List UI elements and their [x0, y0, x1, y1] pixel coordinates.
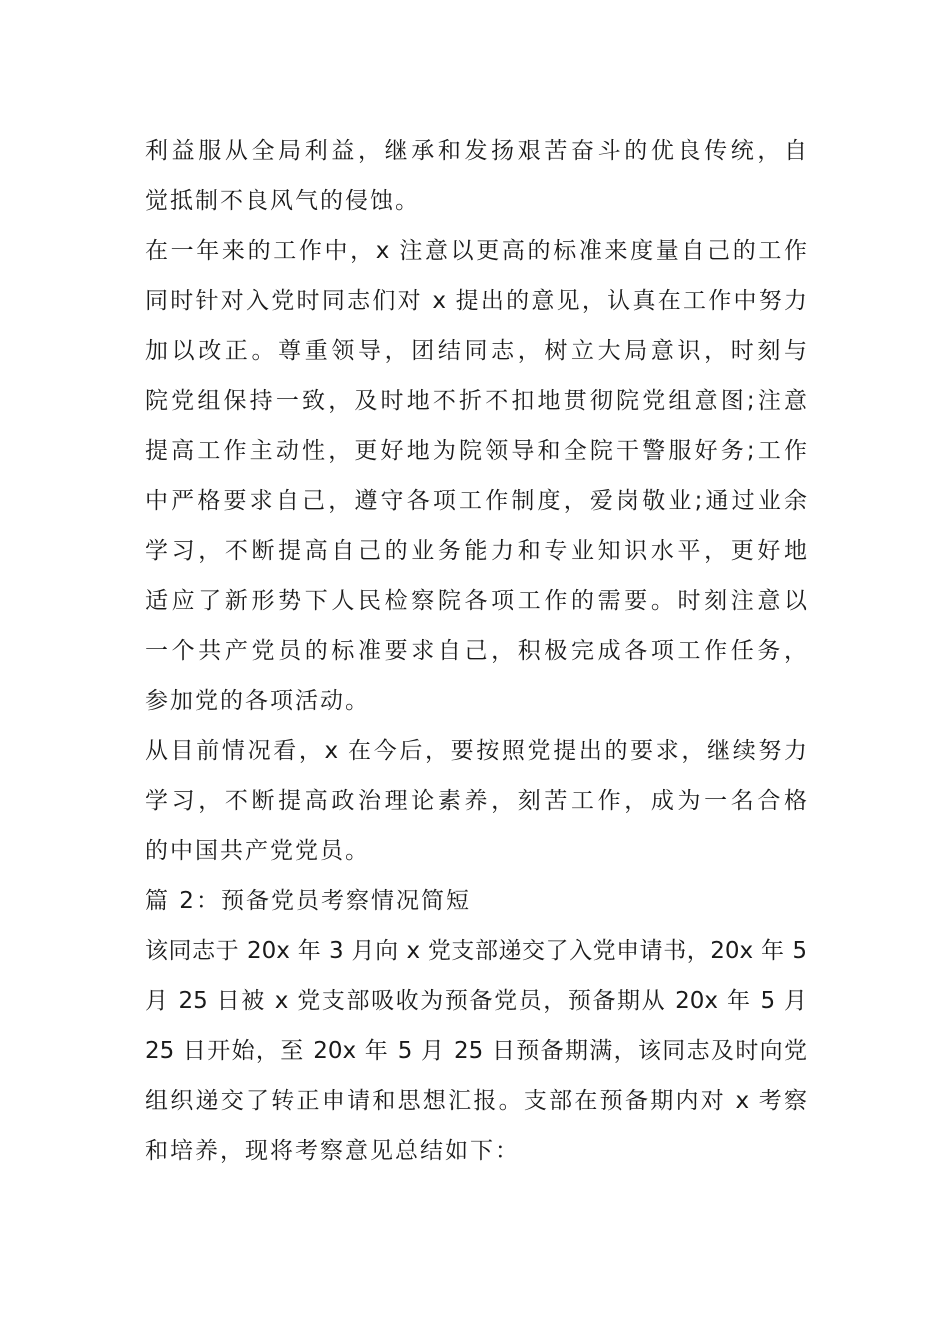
- paragraph: [145, 926, 807, 1176]
- paragraph: [145, 126, 807, 226]
- paragraph: [145, 726, 807, 876]
- paragraph: [145, 876, 807, 926]
- text-line: 觉抵制不良风气的侵蚀。: [145, 188, 420, 214]
- document-body: [145, 126, 807, 1176]
- text-line: 利益服从全局利益，继承和发扬艰苦奋斗的优良传统，自: [145, 138, 807, 164]
- text-line: 的中国共产党党员。: [145, 838, 370, 864]
- text-line: 参加党的各项活动。: [145, 688, 370, 714]
- text-line: 提高工作主动性，更好地为院领导和全院干警服好务;工作: [145, 438, 807, 464]
- text-line: 和培养，现将考察意见总结如下：: [145, 1138, 520, 1164]
- text-line: 该同志于 20x 年 3 月向 x 党支部递交了入党申请书，20x 年 5: [145, 938, 807, 964]
- text-line: 从目前情况看，x 在今后，要按照党提出的要求，继续努力: [145, 738, 807, 764]
- text-line: 中严格要求自己，遵守各项工作制度，爱岗敬业;通过业余: [145, 488, 807, 514]
- text-line: 适应了新形势下人民检察院各项工作的需要。时刻注意以: [145, 588, 807, 614]
- text-line: 加以改正。尊重领导，团结同志，树立大局意识，时刻与: [145, 338, 807, 364]
- paragraph: [145, 226, 807, 726]
- text-line: 组织递交了转正申请和思想汇报。支部在预备期内对 x 考察: [145, 1088, 807, 1114]
- text-line: 院党组保持一致，及时地不折不扣地贯彻院党组意图;注意: [145, 388, 807, 414]
- text-line: 一个共产党员的标准要求自己，积极完成各项工作任务，: [145, 638, 807, 664]
- text-line: 月 25 日被 x 党支部吸收为预备党员，预备期从 20x 年 5 月: [145, 988, 807, 1014]
- text-line: 学习，不断提高自己的业务能力和专业知识水平，更好地: [145, 538, 807, 564]
- text-line: 在一年来的工作中，x 注意以更高的标准来度量自己的工作: [145, 238, 807, 264]
- text-line: 学习，不断提高政治理论素养，刻苦工作，成为一名合格: [145, 788, 807, 814]
- text-line: 同时针对入党时同志们对 x 提出的意见，认真在工作中努力: [145, 288, 807, 314]
- text-line: 篇 2：预备党员考察情况简短: [145, 888, 471, 914]
- text-line: 25 日开始，至 20x 年 5 月 25 日预备期满，该同志及时向党: [145, 1038, 807, 1064]
